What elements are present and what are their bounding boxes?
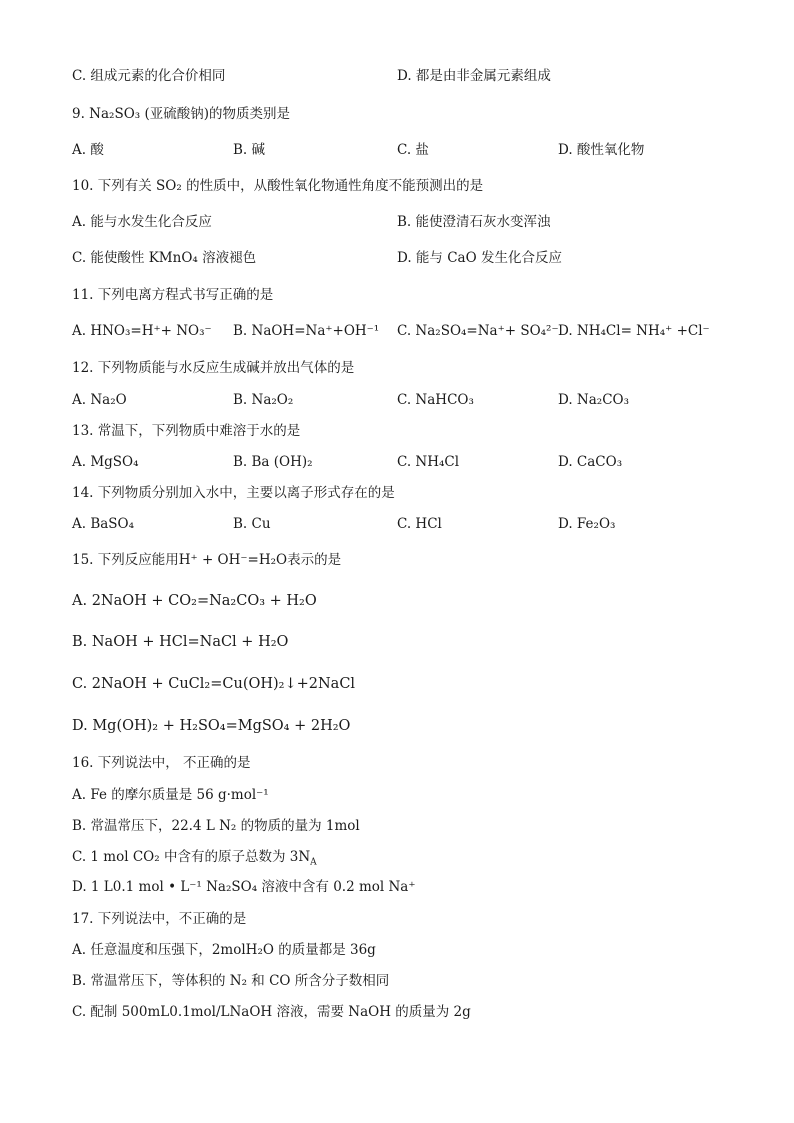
option-c: C. Na₂SO₄=Na⁺+ SO₄²⁻	[397, 323, 559, 339]
option-b: B. 碱	[233, 142, 266, 158]
option-a: A. Na₂O	[72, 392, 127, 408]
q9-options-row	[0, 140, 794, 160]
option-d: D. 都是由非金属元素组成	[397, 68, 551, 84]
q9-stem	[0, 104, 794, 124]
q10-options-row-1	[0, 212, 794, 232]
q15-option-c	[0, 674, 794, 694]
question-text: 10. 下列有关 SO₂ 的性质中，从酸性氧化物通性角度不能预测出的是	[72, 178, 484, 194]
q16-option-b	[0, 816, 794, 836]
q12-options-row	[0, 390, 794, 410]
option-a: A. BaSO₄	[72, 516, 135, 532]
q17-stem	[0, 909, 794, 929]
question-text: 14. 下列物质分别加入水中，主要以离子形式存在的是	[72, 485, 395, 501]
option-c: C. 能使酸性 KMnO₄ 溶液褪色	[72, 250, 257, 266]
q13-options-row	[0, 452, 794, 472]
q15-option-a	[0, 591, 794, 611]
option-b: B. 常温常压下，等体积的 N₂ 和 CO 所含分子数相同	[72, 973, 390, 989]
q17-option-b	[0, 971, 794, 991]
option-c-equation: C. 2NaOH + CuCl₂=Cu(OH)₂↓+2NaCl	[72, 676, 356, 692]
option-d: D. CaCO₃	[558, 454, 623, 470]
q17-option-c	[0, 1002, 794, 1022]
q15-option-b	[0, 632, 794, 652]
q16-stem	[0, 753, 794, 773]
question-text: 12. 下列物质能与水反应生成碱并放出气体的是	[72, 360, 355, 376]
option-a: A. Fe 的摩尔质量是 56 g·mol⁻¹	[72, 787, 269, 803]
option-d: D. Fe₂O₃	[558, 516, 616, 532]
option-a-equation: A. 2NaOH + CO₂=Na₂CO₃ + H₂O	[72, 593, 317, 609]
option-c: C. NaHCO₃	[397, 392, 474, 408]
option-c: C. 组成元素的化合价相同	[72, 68, 226, 84]
q11-stem	[0, 285, 794, 305]
option-b: B. Ba (OH)₂	[233, 454, 313, 470]
option-b: B. Na₂O₂	[233, 392, 294, 408]
option-c: C. 配制 500mL0.1mol/LNaOH 溶液，需要 NaOH 的质量为 2g	[72, 1004, 471, 1020]
option-a: A. MgSO₄	[72, 454, 139, 470]
question-text: 13. 常温下，下列物质中难溶于水的是	[72, 423, 301, 439]
q8-options-row	[0, 66, 794, 86]
option-b: B. NaOH=Na⁺+OH⁻¹	[233, 323, 380, 339]
option-c: C. 1 mol CO₂ 中含有的原子总数为 $3N_A$	[72, 849, 317, 868]
option-d: D. Na₂CO₃	[558, 392, 630, 408]
q14-stem	[0, 483, 794, 503]
option-d: D. NH₄Cl= NH₄⁺ +Cl⁻	[558, 323, 710, 339]
q17-option-a	[0, 940, 794, 960]
option-a: A. 酸	[72, 142, 104, 158]
option-c: C. HCl	[397, 516, 442, 532]
question-text: 16. 下列说法中， 不正确的是	[72, 755, 251, 771]
q16-option-a	[0, 785, 794, 805]
option-b: B. 常温常压下，22.4 L N₂ 的物质的量为 1mol	[72, 818, 360, 834]
option-d: D. 1 L0.1 mol • L⁻¹ Na₂SO₄ 溶液中含有 0.2 mol Na⁺	[72, 879, 416, 895]
q15-option-d	[0, 716, 794, 736]
option-c: C. 盐	[397, 142, 429, 158]
q11-options-row	[0, 321, 794, 341]
q10-stem	[0, 176, 794, 196]
option-d: D. 能与 CaO 发生化合反应	[397, 250, 562, 266]
q15-stem	[0, 550, 794, 570]
option-b-equation: B. NaOH + HCl=NaCl + H₂O	[72, 634, 289, 650]
q12-stem	[0, 358, 794, 378]
option-a: A. HNO₃=H⁺+ NO₃⁻	[72, 323, 212, 339]
question-text: 15. 下列反应能用H⁺ + OH⁻=H₂O表示的是	[72, 552, 342, 568]
option-c: C. NH₄Cl	[397, 454, 460, 470]
option-b: B. Cu	[233, 516, 271, 532]
q14-options-row	[0, 514, 794, 534]
option-d: D. 酸性氧化物	[558, 142, 645, 158]
option-a: A. 能与水发生化合反应	[72, 214, 212, 230]
option-d-equation: D. Mg(OH)₂ + H₂SO₄=MgSO₄ + 2H₂O	[72, 718, 351, 734]
q16-option-c	[0, 847, 794, 867]
question-text: 9. Na₂SO₃ (亚硫酸钠)的物质类别是	[72, 106, 290, 122]
question-text: 11. 下列电离方程式书写正确的是	[72, 287, 274, 303]
q10-options-row-2	[0, 248, 794, 268]
q16-option-d	[0, 877, 794, 897]
question-text: 17. 下列说法中，不正确的是	[72, 911, 247, 927]
q13-stem	[0, 421, 794, 441]
option-b: B. 能使澄清石灰水变浑浊	[397, 214, 551, 230]
option-a: A. 任意温度和压强下，2molH₂O 的质量都是 36g	[72, 942, 376, 958]
